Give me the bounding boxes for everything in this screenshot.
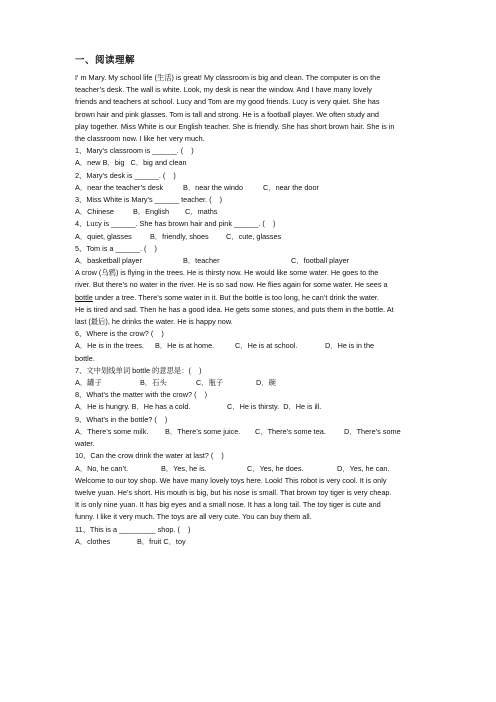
option-b: B．He is at home. [155, 341, 215, 351]
question-5-options [75, 255, 447, 267]
passage-line: A crow (乌鸦) is flying in the trees. He is thirsty now. He would like some water. He goes to the [75, 268, 379, 278]
question-group-3 [75, 524, 447, 548]
option-c: C．football player [291, 256, 349, 266]
question-8-options [75, 401, 447, 413]
option-a: A．Chinese [75, 207, 114, 217]
question-8: 8、What’s the matter with the crow? ( ) [75, 390, 208, 400]
document-page [75, 52, 447, 548]
passage-line: funny. I like it very much. The toys are all very cute. You can buy them all. [75, 512, 312, 522]
option-a: A．near the teacher’s desk [75, 182, 164, 192]
option-c: C．He is at school. [235, 341, 298, 351]
option-a: A．罐子 [75, 378, 102, 388]
option-d: D．He is in the [325, 341, 375, 351]
option-a: A．He is in the trees. [75, 341, 144, 351]
passage-line-text: under a tree. There’s some water in it. But the bottle is too long, he can’t drink the water. [94, 292, 379, 302]
question-group-1 [75, 145, 447, 267]
option-b: B．English [133, 207, 170, 217]
question-9: 9、What’s in the bottle? ( ) [75, 414, 168, 424]
passage-line [75, 292, 447, 304]
passage-line: friends and teachers at school. Lucy and Tom are my good friends. Lucy is very quiet. She has [75, 97, 380, 107]
passage-line: twelve yuan. He’s short. His mouth is big, but his nose is small. That brown toy tiger is very cheap. [75, 487, 392, 497]
question-11: 11、This is a _________ shop. ( ) [75, 524, 191, 534]
passage-1 [75, 72, 447, 145]
option-b: B．石头 [140, 378, 167, 388]
passage-line: Welcome to our toy shop. We have many lovely toys here. Look! This robot is very cool. It is only [75, 475, 387, 485]
underlined-word: bottle [75, 292, 93, 302]
option-b: B．friendly, shoes [150, 231, 209, 241]
option-c: C．瓶子 [196, 378, 224, 388]
question-6-options [75, 340, 447, 352]
question-1: 1、Mary’s classroom is ______. ( ) [75, 146, 194, 156]
question-7: 7、文中划线单词 bottle 的意思是：( ) [75, 365, 202, 375]
question-10-options [75, 463, 447, 475]
option-continuation: bottle. [75, 353, 95, 363]
passage-line: It is only nine yuan. It has big eyes and a small nose. It has a long tail. The toy tiger is cute and [75, 500, 381, 510]
option-d: D．碗 [256, 378, 276, 388]
passage-line: play together. Miss White is our English teacher. She is friendly. She has short brown hair. She is in [75, 121, 395, 131]
option-a-b: A．He is hungry. B．He has a cold. [75, 402, 191, 412]
question-7-options [75, 377, 447, 389]
option-d: D．Yes, he can. [337, 463, 390, 473]
passage-line: brown hair and pink glasses. Tom is tall and strong. He is a football player. We often study and [75, 109, 379, 119]
passage-line: river. But there’s no water in the river. He is so sad now. He flies again for some water. He sees a [75, 280, 388, 290]
option-a: A．There’s some milk. [75, 426, 149, 436]
question-9-options [75, 426, 447, 438]
question-4-options [75, 231, 447, 243]
section-title: 一、阅读理解 [75, 55, 136, 66]
passage-line: He is tired and sad. Then he has a good idea. He gets some stones, and puts them in the bottle. At [75, 304, 394, 314]
question-5: 5、Tom is a ______. ( ) [75, 243, 157, 253]
option-a: A．No, he can’t. [75, 463, 129, 473]
passage-3 [75, 475, 447, 524]
passage-line: last (最后), he drinks the water. He is happy now. [75, 317, 233, 327]
passage-line: teacher’s desk. The wall is white. Look, my desk is near the window. And I have many lovely [75, 85, 372, 95]
option-c: C．near the door [263, 182, 319, 192]
question-3: 3、Miss White is Mary’s ______ teacher. ( ) [75, 195, 223, 205]
question-4: 4、Lucy is ______. She has brown hair and pink ______. ( ) [75, 219, 276, 229]
option-a: A．quiet, glasses [75, 231, 132, 241]
question-6: 6、Where is the crow? ( ) [75, 329, 164, 339]
question-group-2 [75, 328, 447, 474]
question-3-options [75, 206, 447, 218]
option-b: B．near the windo [183, 182, 244, 192]
option-c-d: C．He is thirsty. D．He is ill. [227, 402, 322, 412]
option-c: C．cute, glasses [226, 231, 282, 241]
option-c: C．maths [185, 207, 218, 217]
option-b-c: B．fruit C．toy [137, 536, 186, 546]
option-continuation: water. [75, 439, 95, 449]
option-b: B．There’s some juice. [165, 426, 241, 436]
option-d: D．There’s some [344, 426, 401, 436]
passage-line: I' m Mary. My school life (生活) is great! My classroom is big and clean. The computer is on the [75, 73, 381, 82]
question-2-options [75, 182, 447, 194]
passage-2 [75, 267, 447, 328]
option-a: A．clothes [75, 536, 111, 546]
option-b: B．Yes, he is. [161, 463, 207, 473]
passage-line: the classroom now. I like her very much. [75, 134, 205, 144]
option-c: C．Yes, he does. [247, 463, 304, 473]
question-10: 10、Can the crow drink the water at last? ( ) [75, 451, 224, 461]
question-1-options: A．new B．big C．big and clean [75, 158, 187, 168]
option-c: C．There’s some tea. [255, 426, 326, 436]
question-2: 2、Mary’s desk is ______. ( ) [75, 170, 176, 180]
question-11-options [75, 536, 447, 548]
option-b: B．teacher [183, 256, 220, 266]
option-a: A．basketball player [75, 256, 142, 266]
